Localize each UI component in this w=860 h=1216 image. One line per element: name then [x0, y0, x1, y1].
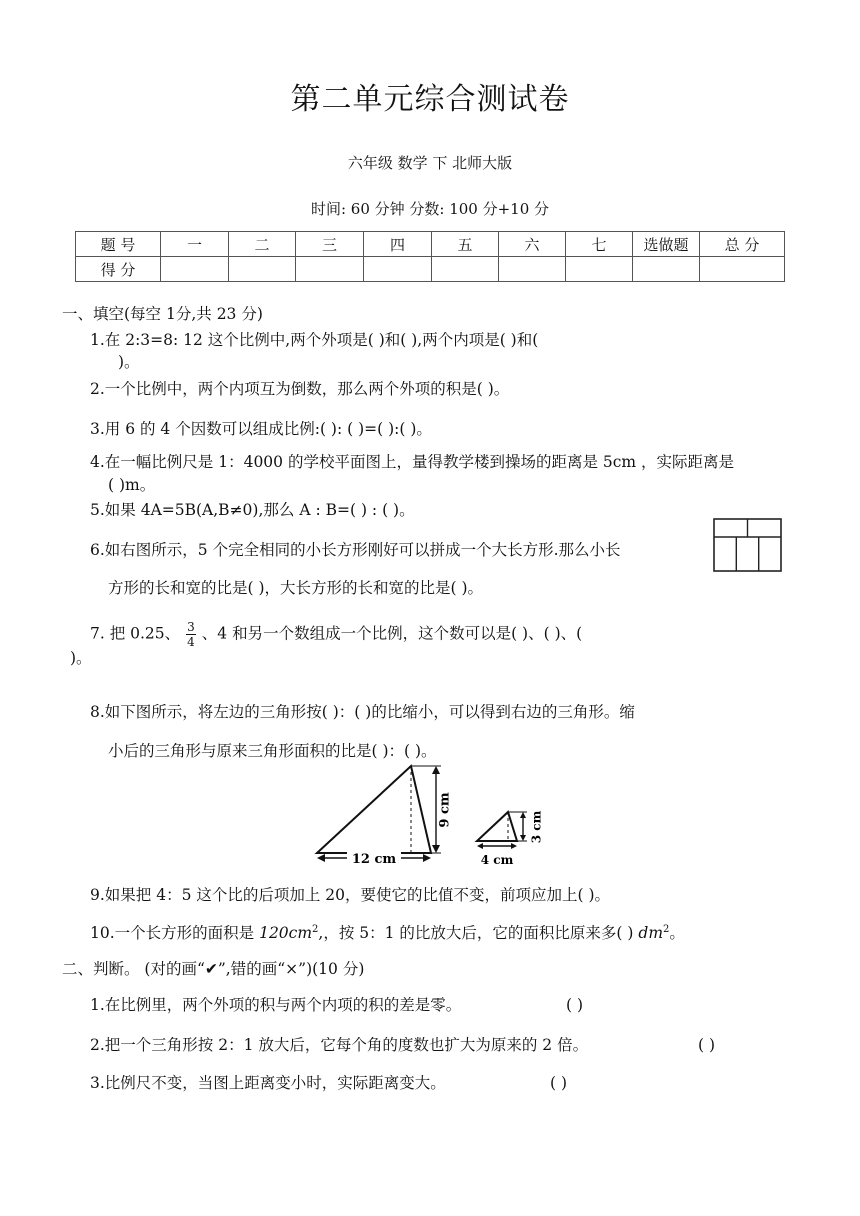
- score-cell[interactable]: [296, 257, 364, 282]
- question-4-line-1: 4.在一幅比例尺是 1：4000 的学校平面图上，量得教学楼到操场的距离是 5cm ，实际距离是: [90, 453, 735, 471]
- section-2-heading: 二、判断。 (对的画“✔”,错的画“×”)(10 分): [62, 960, 365, 978]
- score-cell[interactable]: [229, 257, 296, 282]
- question-10: [90, 920, 685, 943]
- score-cell[interactable]: [161, 257, 229, 282]
- triangles-figure: [305, 760, 555, 872]
- fraction-three-quarters: [186, 620, 196, 649]
- score-header-cell: 选做题: [633, 232, 700, 257]
- score-header-cell: 二: [229, 232, 296, 257]
- score-header-cell: 七: [566, 232, 633, 257]
- score-header-cell: 六: [499, 232, 566, 257]
- judge-answer-1[interactable]: ( ): [566, 996, 584, 1014]
- score-cell[interactable]: [432, 257, 499, 282]
- question-1-line-1: 1.在 2:3=8: 12 这个比例中,两个外项是( )和( ),两个内项是( )和(: [90, 331, 539, 349]
- score-cell[interactable]: [566, 257, 633, 282]
- unit-exponent: 2: [663, 924, 670, 935]
- question-2: 2.一个比例中，两个内项互为倒数，那么两个外项的积是( )。: [90, 380, 510, 398]
- judge-question-1: 1.在比例里，两个外项的积与两个内项的积的差是零。: [90, 996, 462, 1014]
- score-row-label: 得 分: [76, 257, 161, 282]
- question-6-line-2: 方形的长和宽的比是( )，大长方形的长和宽的比是( )。: [108, 579, 484, 597]
- judge-question-3: 3.比例尺不变，当图上距离变小时，实际距离变大。: [90, 1074, 446, 1092]
- question-7-line-2: )。: [70, 649, 92, 667]
- page-title: 第二单元综合测试卷: [290, 82, 570, 117]
- judge-answer-3[interactable]: ( ): [550, 1074, 568, 1092]
- small-height-label: 3 cm: [529, 810, 544, 844]
- subtitle: 六年级 数学 下 北师大版: [347, 154, 513, 172]
- large-width-label: 12 cm: [351, 852, 397, 867]
- question-5: 5.如果 4A=5B(A,B≠0),那么 A : B=( ) : ( )。: [90, 501, 415, 519]
- score-table-header-row: [76, 232, 785, 257]
- score-cell[interactable]: [633, 257, 700, 282]
- question-3: 3.用 6 的 4 个因数可以组成比例:( ): ( )=( ):( )。: [90, 420, 432, 438]
- fraction-numerator: 3: [187, 620, 195, 634]
- fraction-denominator: 4: [187, 635, 195, 649]
- question-7: [90, 620, 582, 649]
- score-header-cell: 四: [364, 232, 432, 257]
- question-10-prefix: 10.一个长方形的面积是: [90, 924, 260, 943]
- score-table: [75, 231, 785, 282]
- score-cell[interactable]: [364, 257, 432, 282]
- question-8-line-2: 小后的三角形与原来三角形面积的比是( )：( )。: [108, 742, 437, 760]
- score-header-cell: 五: [432, 232, 499, 257]
- score-header-cell: 总 分: [700, 232, 785, 257]
- unit-dm: dm: [638, 924, 664, 943]
- area-value: 120cm: [259, 924, 313, 943]
- score-header-cell: 一: [161, 232, 229, 257]
- small-width-label: 4 cm: [480, 853, 514, 867]
- section-1-heading: 一、填空(每空 1分,共 23 分): [62, 305, 263, 323]
- question-8-line-1: 8.如下图所示，将左边的三角形按( )：( )的比缩小，可以得到右边的三角形。缩: [90, 703, 635, 721]
- question-7-prefix: 7. 把 0.25、: [90, 624, 181, 643]
- question-7-suffix: 、4 和另一个数组成一个比例，这个数可以是( )、( )、(: [201, 624, 583, 643]
- large-height-label: 9 cm: [437, 792, 453, 828]
- question-1-line-2: )。: [118, 353, 140, 371]
- score-cell[interactable]: [499, 257, 566, 282]
- judge-question-2: 2.把一个三角形按 2：1 放大后，它每个角的度数也扩大为原来的 2 倍。: [90, 1036, 589, 1054]
- score-header-cell: 三: [296, 232, 364, 257]
- question-10-middle: ,，按 5：1 的比放大后，它的面积比原来多( ): [318, 924, 639, 943]
- question-4-line-2: ( )m。: [108, 476, 156, 494]
- question-10-end: 。: [669, 924, 685, 943]
- rectangle-tiling-figure: [713, 518, 783, 573]
- question-6-line-1: 6.如右图所示，5 个完全相同的小长方形刚好可以拼成一个大长方形.那么小长: [90, 541, 621, 559]
- small-triangle: [477, 812, 527, 849]
- question-9: 9.如果把 4：5 这个比的后项加上 20，要使它的比值不变，前项应加上( )。: [90, 886, 611, 904]
- time-line: 时间: 60 分钟 分数: 100 分+10 分: [310, 200, 550, 218]
- area-exponent: 2: [312, 924, 319, 935]
- score-table-score-row: [76, 257, 785, 282]
- judge-answer-2[interactable]: ( ): [698, 1036, 716, 1054]
- score-header-cell: 题 号: [76, 232, 161, 257]
- large-triangle: [317, 766, 441, 862]
- score-cell[interactable]: [700, 257, 785, 282]
